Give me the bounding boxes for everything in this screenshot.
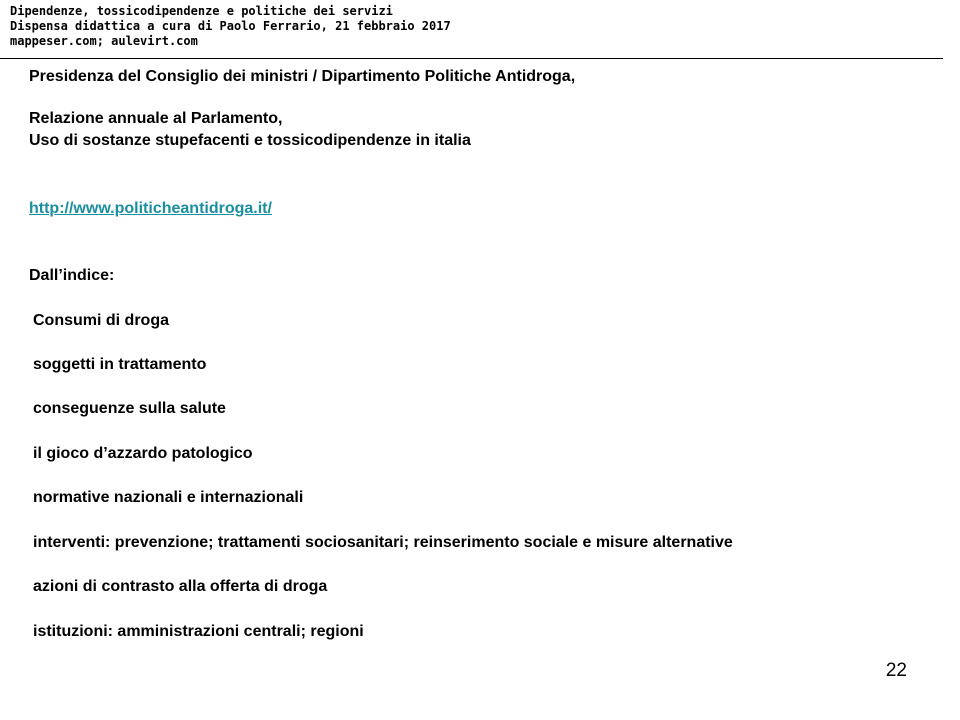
index-item-interventi: interventi: prevenzione; trattamenti sociosanitari; reinserimento sociale e misure alternative <box>33 534 733 551</box>
report-title: Relazione annuale al Parlamento, <box>29 110 283 127</box>
header-websites: mappeser.com; aulevirt.com <box>10 34 198 48</box>
index-item-azioni: azioni di contrasto alla offerta di droga <box>33 578 328 595</box>
index-item-soggetti: soggetti in trattamento <box>33 356 207 373</box>
page-number: 22 <box>885 660 907 681</box>
header-course-author: Dispensa didattica a cura di Paolo Ferrario, 21 febbraio 2017 <box>10 19 451 33</box>
index-item-gioco: il gioco d’azzardo patologico <box>33 445 253 462</box>
index-heading: Dall’indice: <box>29 267 115 284</box>
index-item-istituzioni: istituzioni: amministrazioni centrali; regioni <box>33 623 364 640</box>
header-divider <box>0 58 943 59</box>
source-line: Presidenza del Consiglio dei ministri / Dipartimento Politiche Antidroga, <box>29 68 576 85</box>
header-course-title: Dipendenze, tossicodipendenze e politiche dei servizi <box>10 4 393 18</box>
document-header <box>10 4 451 49</box>
index-item-normative: normative nazionali e internazionali <box>33 489 304 506</box>
index-item-consumi: Consumi di droga <box>33 312 169 329</box>
website-link[interactable]: http://www.politicheantidroga.it/ <box>29 200 272 217</box>
index-item-conseguenze: conseguenze sulla salute <box>33 400 226 417</box>
report-subtitle: Uso di sostanze stupefacenti e tossicodipendenze in italia <box>29 132 471 149</box>
